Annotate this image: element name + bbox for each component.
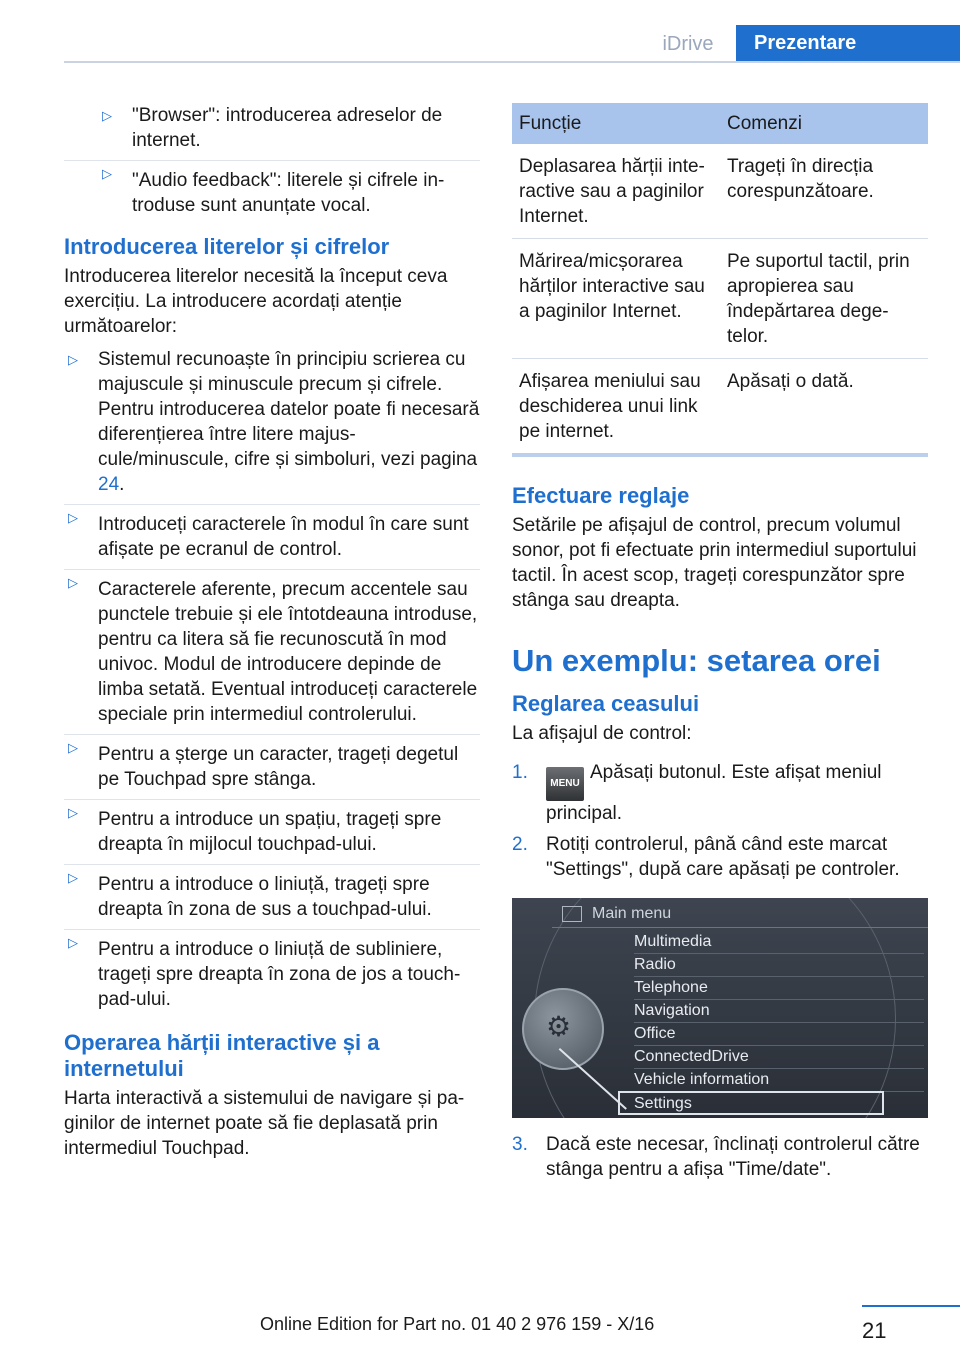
- main-menu-icon: [562, 906, 582, 922]
- step-item: [512, 1132, 928, 1182]
- divider: [552, 927, 928, 928]
- menu-item[interactable]: Multimedia: [634, 931, 924, 954]
- table-row: [512, 239, 928, 359]
- step-text: Dacă este necesar, înclinați controlerul către stânga pentru a afișa "Time/date".: [546, 1134, 920, 1180]
- list-item: ▷ Pentru a introduce un spațiu, trageți spre dreapta în mijlocul touchpad-ului.: [64, 799, 480, 857]
- page-link[interactable]: 24: [98, 474, 120, 495]
- idrive-screen-image: [512, 898, 928, 1118]
- table-cell: Deplasarea hărții interactive sau a paginilor Internet.: [512, 144, 720, 239]
- menu-item[interactable]: Office: [634, 1023, 924, 1046]
- table-cell: Mărirea/micșorarea hărților interactive sau a paginilor Internet.: [512, 239, 720, 359]
- step-number: 3.: [512, 1134, 528, 1155]
- table-cell: Apăsați o dată.: [720, 359, 928, 456]
- list-item-end: .: [119, 474, 125, 495]
- list-item: ▷ "Audio feedback": literele și cifrele introduse sunt anunțate vocal.: [64, 160, 480, 218]
- step-item: [512, 832, 928, 882]
- chapter-heading: Un exemplu: setarea orei: [512, 643, 881, 678]
- header-rule: [64, 61, 960, 63]
- section-heading: Introducerea literelor și cifrelor: [64, 234, 390, 259]
- list-item: ▷ Pentru a șterge un caracter, trageți degetul pe Touchpad spre stânga.: [64, 734, 480, 792]
- header-chapter-tab[interactable]: Prezentare: [736, 25, 960, 61]
- paragraph: Harta interactivă a sistemului de navigare și paginilor de internet poate să fie deplasată prin intermediul Touchpad.: [64, 1088, 465, 1159]
- steps-list: [512, 1132, 928, 1182]
- list-item-text: Sistemul recunoaște în principiu scrierea cu majuscule și minuscule precum și cifrele. Pentru introducerea datelor poate fi necesară diferențierea între litere majuscule/minuscule, cifre și simboluri, vezi pagina: [98, 349, 480, 470]
- screen-title: Main menu: [592, 905, 672, 922]
- menu-item[interactable]: Vehicle information: [634, 1069, 924, 1092]
- table-header-row: [512, 103, 928, 144]
- steps-list: [512, 760, 928, 882]
- list-item: ▷ "Browser": introducerea adreselor de internet.: [64, 103, 480, 153]
- header-section-tab[interactable]: iDrive: [640, 27, 736, 61]
- input-notes-list: [64, 347, 480, 1012]
- menu-item[interactable]: ConnectedDrive: [634, 1046, 924, 1069]
- list-item: [64, 347, 480, 497]
- table-row: [512, 359, 928, 456]
- table-header-cell: Funcție: [512, 103, 720, 144]
- list-item: ▷ Caracterele aferente, precum accentele sau punctele trebuie și ele întotdeauna introduse, pentru ca litera să fie recunoscută în mod univoc. Modul de introducere depinde de limba setată. Eventual introduceți caracterele speciale prin intermediul controlerului.: [64, 569, 480, 727]
- step-text: Rotiți controlerul, până când este marcat "Settings", după care apăsați pe controler.: [546, 834, 900, 880]
- table-cell: Afișarea meniului sau deschiderea unui link pe internet.: [512, 359, 720, 456]
- section-heading: Efectuare reglaje: [512, 483, 690, 508]
- paragraph: Setările pe afișajul de control, precum volumul sonor, pot fi efectuate prin intermediul suportului tactil. În acest scop, trageți corespunzător spre stânga sau dreapta.: [512, 515, 917, 611]
- step-item: [512, 760, 928, 826]
- table-cell: Pe suportul tactil, prin apropierea sau îndepărtarea degetelor.: [720, 239, 928, 359]
- paragraph: La afișajul de control:: [512, 723, 692, 744]
- edition-note: Online Edition for Part no. 01 40 2 976 159 - X/16: [260, 1314, 655, 1334]
- function-table: [512, 103, 928, 457]
- menu-item[interactable]: Navigation: [634, 1000, 924, 1023]
- input-options-list: [64, 103, 480, 218]
- menu-button-icon: MENU: [546, 767, 584, 801]
- page-number: 21: [862, 1318, 887, 1343]
- section-heading: Reglarea ceasului: [512, 691, 700, 716]
- menu-item[interactable]: Radio: [634, 954, 924, 977]
- gear-icon: ⚙: [546, 1011, 572, 1042]
- list-item: ▷ Pentru a introduce o liniuță, trageți spre dreapta în zona de sus a touchpad-ului.: [64, 864, 480, 922]
- list-item: ▷ Introduceți caracterele în modul în care sunt afișate pe ecranul de control.: [64, 504, 480, 562]
- list-item: ▷ Pentru a introduce o liniuță de subliniere, trageți spre dreapta în zona de jos a touchpad-ului.: [64, 929, 480, 1012]
- table-row: [512, 144, 928, 239]
- step-number: 2.: [512, 834, 528, 855]
- paragraph: Introducerea literelor necesită la început ceva exercițiu. La introducere acordați atenție următoarelor:: [64, 266, 448, 337]
- menu-item-selected[interactable]: Settings: [618, 1091, 884, 1115]
- right-column: [512, 103, 928, 1188]
- page-number-rule: [862, 1305, 960, 1307]
- table-header-cell: Comenzi: [720, 103, 928, 144]
- section-heading: Operarea hărții interactive și a internetului: [64, 1030, 380, 1081]
- step-number: 1.: [512, 762, 528, 783]
- step-text: Apăsați butonul. Este afișat meniul principal.: [546, 762, 882, 824]
- menu-item[interactable]: Telephone: [634, 977, 924, 1000]
- left-column: [64, 103, 480, 1161]
- table-cell: Trageți în direcția corespunzătoare.: [720, 144, 928, 239]
